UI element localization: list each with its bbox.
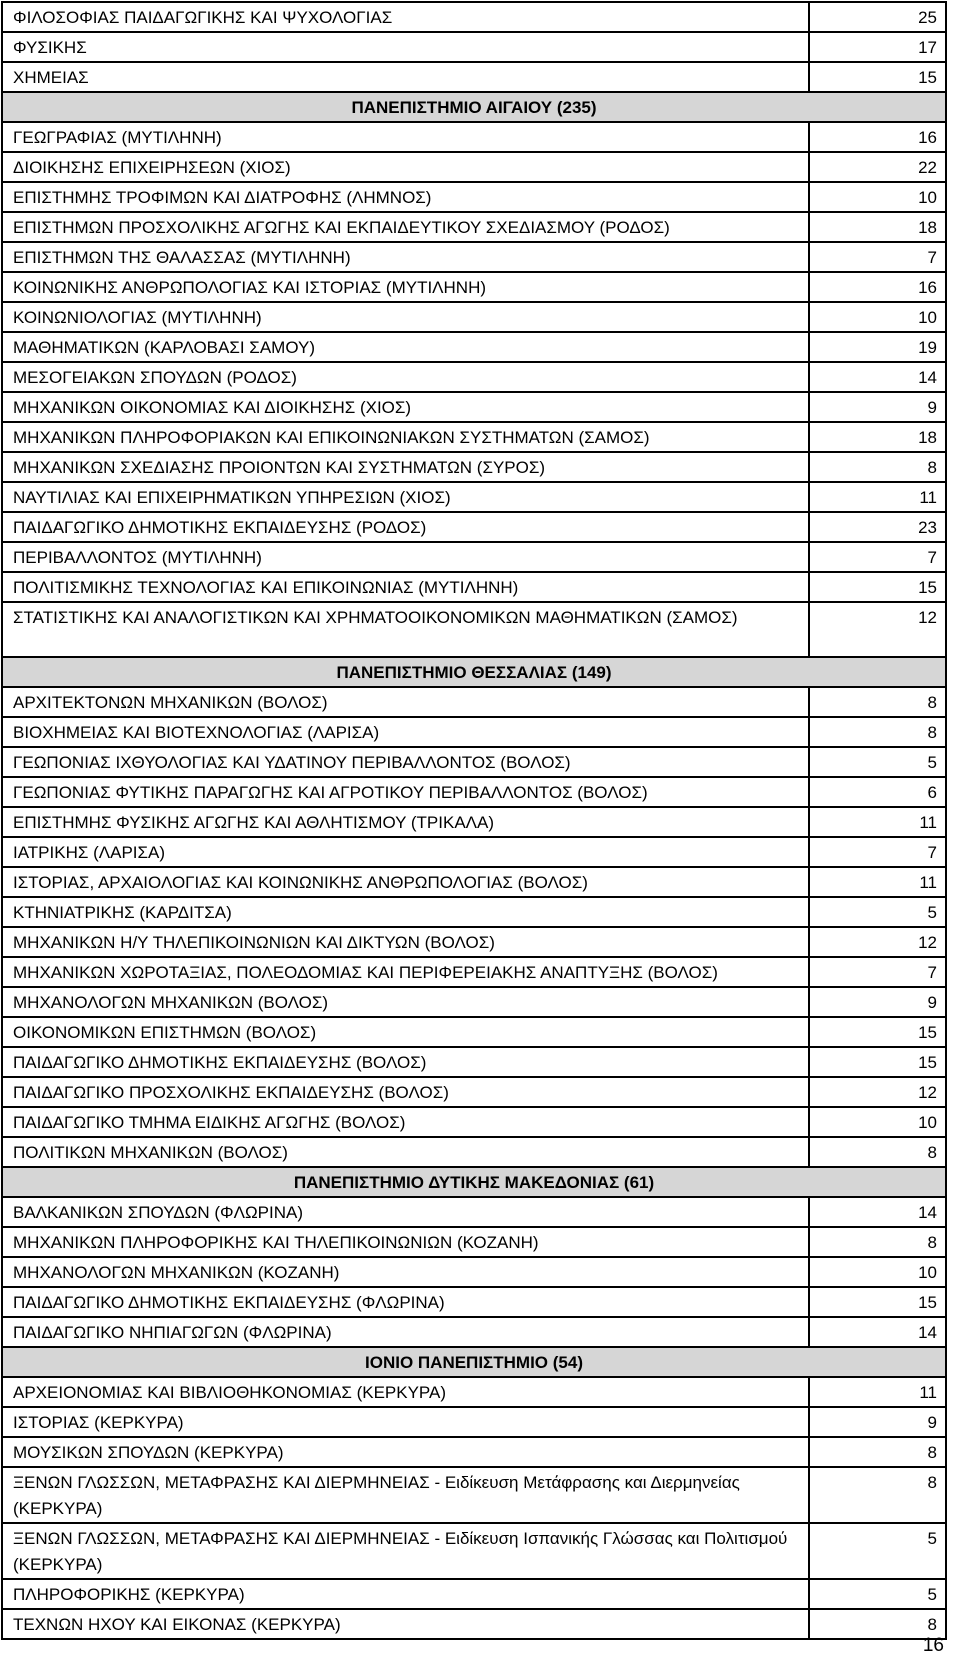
department-count: 16 xyxy=(809,122,946,152)
department-row xyxy=(2,1107,946,1137)
department-name: ΑΡΧΙΤΕΚΤΟΝΩΝ ΜΗΧΑΝΙΚΩΝ (ΒΟΛΟΣ) xyxy=(2,687,809,717)
department-count: 17 xyxy=(809,32,946,62)
department-name: ΚΟΙΝΩΝΙΚΗΣ ΑΝΘΡΩΠΟΛΟΓΙΑΣ ΚΑΙ ΙΣΤΟΡΙΑΣ (ΜΥΤΙΛΗΝΗ) xyxy=(2,272,809,302)
department-name: ΓΕΩΓΡΑΦΙΑΣ (ΜΥΤΙΛΗΝΗ) xyxy=(2,122,809,152)
university-name: ΠΑΝΕΠΙΣΤΗΜΙΟ ΔΥΤΙΚΗΣ ΜΑΚΕΔΟΝΙΑΣ (61) xyxy=(2,1167,946,1197)
department-row xyxy=(2,1017,946,1047)
department-row xyxy=(2,867,946,897)
department-count: 14 xyxy=(809,362,946,392)
department-count: 7 xyxy=(809,542,946,572)
department-name: ΜΗΧΑΝΙΚΩΝ ΧΩΡΟΤΑΞΙΑΣ, ΠΟΛΕΟΔΟΜΙΑΣ ΚΑΙ ΠΕΡΙΦΕΡΕΙΑΚΗΣ ΑΝΑΠΤΥΞΗΣ (ΒΟΛΟΣ) xyxy=(2,957,809,987)
department-name: ΜΗΧΑΝΙΚΩΝ ΟΙΚΟΝΟΜΙΑΣ ΚΑΙ ΔΙΟΙΚΗΣΗΣ (ΧΙΟΣ) xyxy=(2,392,809,422)
department-name: ΓΕΩΠΟΝΙΑΣ ΦΥΤΙΚΗΣ ΠΑΡΑΓΩΓΗΣ ΚΑΙ ΑΓΡΟΤΙΚΟΥ ΠΕΡΙΒΑΛΛΟΝΤΟΣ (ΒΟΛΟΣ) xyxy=(2,777,809,807)
department-row xyxy=(2,987,946,1017)
department-name: ΒΙΟΧΗΜΕΙΑΣ ΚΑΙ ΒΙΟΤΕΧΝΟΛΟΓΙΑΣ (ΛΑΡΙΣΑ) xyxy=(2,717,809,747)
department-row xyxy=(2,212,946,242)
university-name: ΙΟΝΙΟ ΠΑΝΕΠΙΣΤΗΜΙΟ (54) xyxy=(2,1347,946,1377)
department-row xyxy=(2,1523,946,1579)
department-count: 14 xyxy=(809,1317,946,1347)
department-name: ΜΑΘΗΜΑΤΙΚΩΝ (ΚΑΡΛΟΒΑΣΙ ΣΑΜΟΥ) xyxy=(2,332,809,362)
department-name: ΜΗΧΑΝΟΛΟΓΩΝ ΜΗΧΑΝΙΚΩΝ (ΚΟΖΑΝΗ) xyxy=(2,1257,809,1287)
department-count: 8 xyxy=(809,687,946,717)
department-count: 15 xyxy=(809,62,946,92)
department-count: 15 xyxy=(809,1287,946,1317)
department-count: 6 xyxy=(809,777,946,807)
department-count: 7 xyxy=(809,242,946,272)
department-count: 8 xyxy=(809,1609,946,1639)
department-name: ΓΕΩΠΟΝΙΑΣ ΙΧΘΥΟΛΟΓΙΑΣ ΚΑΙ ΥΔΑΤΙΝΟΥ ΠΕΡΙΒΑΛΛΟΝΤΟΣ (ΒΟΛΟΣ) xyxy=(2,747,809,777)
department-count: 9 xyxy=(809,392,946,422)
university-header-row xyxy=(2,1167,946,1197)
department-count: 22 xyxy=(809,152,946,182)
department-row xyxy=(2,2,946,32)
department-name: ΕΠΙΣΤΗΜΩΝ ΠΡΟΣΧΟΛΙΚΗΣ ΑΓΩΓΗΣ ΚΑΙ ΕΚΠΑΙΔΕΥΤΙΚΟΥ ΣΧΕΔΙΑΣΜΟΥ (ΡΟΔΟΣ) xyxy=(2,212,809,242)
department-row xyxy=(2,1137,946,1167)
department-count: 8 xyxy=(809,1137,946,1167)
department-count: 11 xyxy=(809,867,946,897)
department-count: 15 xyxy=(809,1047,946,1077)
department-count: 18 xyxy=(809,212,946,242)
department-name: ΞΕΝΩΝ ΓΛΩΣΣΩΝ, ΜΕΤΑΦΡΑΣΗΣ ΚΑΙ ΔΙΕΡΜΗΝΕΙΑΣ - Ειδίκευση Μετάφρασης και Διερμηνείας (ΚΕΡΚΥΡΑ) xyxy=(2,1467,809,1523)
department-count: 5 xyxy=(809,747,946,777)
department-row xyxy=(2,927,946,957)
department-count: 8 xyxy=(809,1227,946,1257)
department-row xyxy=(2,1227,946,1257)
department-row xyxy=(2,897,946,927)
department-row xyxy=(2,1579,946,1609)
department-name: ΜΟΥΣΙΚΩΝ ΣΠΟΥΔΩΝ (ΚΕΡΚΥΡΑ) xyxy=(2,1437,809,1467)
department-name: ΠΟΛΙΤΙΚΩΝ ΜΗΧΑΝΙΚΩΝ (ΒΟΛΟΣ) xyxy=(2,1137,809,1167)
department-count: 15 xyxy=(809,572,946,602)
department-count: 12 xyxy=(809,927,946,957)
page-number: 16 xyxy=(922,1635,944,1656)
department-row xyxy=(2,572,946,602)
department-row xyxy=(2,122,946,152)
department-count: 7 xyxy=(809,957,946,987)
department-count: 16 xyxy=(809,272,946,302)
department-row xyxy=(2,332,946,362)
department-name: ΠΟΛΙΤΙΣΜΙΚΗΣ ΤΕΧΝΟΛΟΓΙΑΣ ΚΑΙ ΕΠΙΚΟΙΝΩΝΙΑΣ (ΜΥΤΙΛΗΝΗ) xyxy=(2,572,809,602)
university-header-row xyxy=(2,657,946,687)
department-count: 5 xyxy=(809,1523,946,1579)
department-row xyxy=(2,1257,946,1287)
department-name: ΠΛΗΡΟΦΟΡΙΚΗΣ (ΚΕΡΚΥΡΑ) xyxy=(2,1579,809,1609)
departments-table xyxy=(1,1,947,1640)
department-row xyxy=(2,1047,946,1077)
department-name: ΞΕΝΩΝ ΓΛΩΣΣΩΝ, ΜΕΤΑΦΡΑΣΗΣ ΚΑΙ ΔΙΕΡΜΗΝΕΙΑΣ - Ειδίκευση Ισπανικής Γλώσσας και Πολιτισμού (ΚΕΡΚΥΡΑ) xyxy=(2,1523,809,1579)
department-row xyxy=(2,362,946,392)
department-count: 10 xyxy=(809,182,946,212)
department-name: ΤΕΧΝΩΝ ΗΧΟΥ ΚΑΙ ΕΙΚΟΝΑΣ (ΚΕΡΚΥΡΑ) xyxy=(2,1609,809,1639)
department-name: ΜΕΣΟΓΕΙΑΚΩΝ ΣΠΟΥΔΩΝ (ΡΟΔΟΣ) xyxy=(2,362,809,392)
department-row xyxy=(2,1437,946,1467)
department-row xyxy=(2,1467,946,1523)
department-name: ΕΠΙΣΤΗΜΩΝ ΤΗΣ ΘΑΛΑΣΣΑΣ (ΜΥΤΙΛΗΝΗ) xyxy=(2,242,809,272)
department-name: ΙΑΤΡΙΚΗΣ (ΛΑΡΙΣΑ) xyxy=(2,837,809,867)
department-name: ΠΑΙΔΑΓΩΓΙΚΟ ΤΜΗΜΑ ΕΙΔΙΚΗΣ ΑΓΩΓΗΣ (ΒΟΛΟΣ) xyxy=(2,1107,809,1137)
department-row xyxy=(2,512,946,542)
department-row xyxy=(2,452,946,482)
department-name: ΕΠΙΣΤΗΜΗΣ ΤΡΟΦΙΜΩΝ ΚΑΙ ΔΙΑΤΡΟΦΗΣ (ΛΗΜΝΟΣ) xyxy=(2,182,809,212)
department-count: 11 xyxy=(809,807,946,837)
university-name: ΠΑΝΕΠΙΣΤΗΜΙΟ ΘΕΣΣΑΛΙΑΣ (149) xyxy=(2,657,946,687)
department-row xyxy=(2,302,946,332)
department-row xyxy=(2,602,946,657)
department-row xyxy=(2,1609,946,1639)
department-name: ΜΗΧΑΝΙΚΩΝ ΣΧΕΔΙΑΣΗΣ ΠΡΟΙΟΝΤΩΝ ΚΑΙ ΣΥΣΤΗΜΑΤΩΝ (ΣΥΡΟΣ) xyxy=(2,452,809,482)
department-count: 18 xyxy=(809,422,946,452)
university-name: ΠΑΝΕΠΙΣΤΗΜΙΟ ΑΙΓΑΙΟΥ (235) xyxy=(2,92,946,122)
department-row xyxy=(2,1197,946,1227)
department-row xyxy=(2,747,946,777)
university-header-row xyxy=(2,92,946,122)
department-row xyxy=(2,1407,946,1437)
department-count: 11 xyxy=(809,482,946,512)
department-count: 7 xyxy=(809,837,946,867)
department-count: 10 xyxy=(809,1107,946,1137)
department-row xyxy=(2,272,946,302)
department-name: ΠΑΙΔΑΓΩΓΙΚΟ ΠΡΟΣΧΟΛΙΚΗΣ ΕΚΠΑΙΔΕΥΣΗΣ (ΒΟΛΟΣ) xyxy=(2,1077,809,1107)
department-count: 5 xyxy=(809,1579,946,1609)
department-name: ΒΑΛΚΑΝΙΚΩΝ ΣΠΟΥΔΩΝ (ΦΛΩΡΙΝΑ) xyxy=(2,1197,809,1227)
department-name: ΝΑΥΤΙΛΙΑΣ ΚΑΙ ΕΠΙΧΕΙΡΗΜΑΤΙΚΩΝ ΥΠΗΡΕΣΙΩΝ (ΧΙΟΣ) xyxy=(2,482,809,512)
department-count: 8 xyxy=(809,717,946,747)
department-name: ΚΟΙΝΩΝΙΟΛΟΓΙΑΣ (ΜΥΤΙΛΗΝΗ) xyxy=(2,302,809,332)
department-name: ΜΗΧΑΝΙΚΩΝ Η/Υ ΤΗΛΕΠΙΚΟΙΝΩΝΙΩΝ ΚΑΙ ΔΙΚΤΥΩΝ (ΒΟΛΟΣ) xyxy=(2,927,809,957)
department-count: 8 xyxy=(809,452,946,482)
department-count: 11 xyxy=(809,1377,946,1407)
department-name: ΦΥΣΙΚΗΣ xyxy=(2,32,809,62)
department-count: 23 xyxy=(809,512,946,542)
department-row xyxy=(2,687,946,717)
department-count: 10 xyxy=(809,302,946,332)
department-row xyxy=(2,1287,946,1317)
department-name: ΠΑΙΔΑΓΩΓΙΚΟ ΔΗΜΟΤΙΚΗΣ ΕΚΠΑΙΔΕΥΣΗΣ (ΡΟΔΟΣ) xyxy=(2,512,809,542)
department-name: ΙΣΤΟΡΙΑΣ (ΚΕΡΚΥΡΑ) xyxy=(2,1407,809,1437)
department-name: ΙΣΤΟΡΙΑΣ, ΑΡΧΑΙΟΛΟΓΙΑΣ ΚΑΙ ΚΟΙΝΩΝΙΚΗΣ ΑΝΘΡΩΠΟΛΟΓΙΑΣ (ΒΟΛΟΣ) xyxy=(2,867,809,897)
department-count: 10 xyxy=(809,1257,946,1287)
department-count: 9 xyxy=(809,987,946,1017)
department-name: ΜΗΧΑΝΟΛΟΓΩΝ ΜΗΧΑΝΙΚΩΝ (ΒΟΛΟΣ) xyxy=(2,987,809,1017)
department-name: ΠΕΡΙΒΑΛΛΟΝΤΟΣ (ΜΥΤΙΛΗΝΗ) xyxy=(2,542,809,572)
department-name: ΕΠΙΣΤΗΜΗΣ ΦΥΣΙΚΗΣ ΑΓΩΓΗΣ ΚΑΙ ΑΘΛΗΤΙΣΜΟΥ (ΤΡΙΚΑΛΑ) xyxy=(2,807,809,837)
department-row xyxy=(2,62,946,92)
department-row xyxy=(2,957,946,987)
department-row xyxy=(2,32,946,62)
department-count: 9 xyxy=(809,1407,946,1437)
department-count: 25 xyxy=(809,2,946,32)
department-name: ΑΡΧΕΙΟΝΟΜΙΑΣ ΚΑΙ ΒΙΒΛΙΟΘΗΚΟΝΟΜΙΑΣ (ΚΕΡΚΥΡΑ) xyxy=(2,1377,809,1407)
department-count: 19 xyxy=(809,332,946,362)
department-row xyxy=(2,242,946,272)
department-row xyxy=(2,807,946,837)
department-count: 15 xyxy=(809,1017,946,1047)
department-row xyxy=(2,392,946,422)
department-count: 12 xyxy=(809,1077,946,1107)
department-name: ΠΑΙΔΑΓΩΓΙΚΟ ΝΗΠΙΑΓΩΓΩΝ (ΦΛΩΡΙΝΑ) xyxy=(2,1317,809,1347)
department-name: ΜΗΧΑΝΙΚΩΝ ΠΛΗΡΟΦΟΡΙΚΗΣ ΚΑΙ ΤΗΛΕΠΙΚΟΙΝΩΝΙΩΝ (ΚΟΖΑΝΗ) xyxy=(2,1227,809,1257)
department-name: ΔΙΟΙΚΗΣΗΣ ΕΠΙΧΕΙΡΗΣΕΩΝ (ΧΙΟΣ) xyxy=(2,152,809,182)
department-name: ΚΤΗΝΙΑΤΡΙΚΗΣ (ΚΑΡΔΙΤΣΑ) xyxy=(2,897,809,927)
department-row xyxy=(2,1377,946,1407)
department-name: ΠΑΙΔΑΓΩΓΙΚΟ ΔΗΜΟΤΙΚΗΣ ΕΚΠΑΙΔΕΥΣΗΣ (ΒΟΛΟΣ) xyxy=(2,1047,809,1077)
department-name: ΣΤΑΤΙΣΤΙΚΗΣ ΚΑΙ ΑΝΑΛΟΓΙΣΤΙΚΩΝ ΚΑΙ ΧΡΗΜΑΤΟΟΙΚΟΝΟΜΙΚΩΝ ΜΑΘΗΜΑΤΙΚΩΝ (ΣΑΜΟΣ) xyxy=(2,602,809,657)
table-body xyxy=(2,2,946,1639)
department-name: ΦΙΛΟΣΟΦΙΑΣ ΠΑΙΔΑΓΩΓΙΚΗΣ ΚΑΙ ΨΥΧΟΛΟΓΙΑΣ xyxy=(2,2,809,32)
department-row xyxy=(2,1077,946,1107)
department-row xyxy=(2,717,946,747)
department-row xyxy=(2,837,946,867)
department-row xyxy=(2,777,946,807)
department-count: 8 xyxy=(809,1467,946,1523)
department-count: 5 xyxy=(809,897,946,927)
department-row xyxy=(2,422,946,452)
department-name: ΜΗΧΑΝΙΚΩΝ ΠΛΗΡΟΦΟΡΙΑΚΩΝ ΚΑΙ ΕΠΙΚΟΙΝΩΝΙΑΚΩΝ ΣΥΣΤΗΜΑΤΩΝ (ΣΑΜΟΣ) xyxy=(2,422,809,452)
department-count: 14 xyxy=(809,1197,946,1227)
department-name: ΟΙΚΟΝΟΜΙΚΩΝ ΕΠΙΣΤΗΜΩΝ (ΒΟΛΟΣ) xyxy=(2,1017,809,1047)
department-count: 12 xyxy=(809,602,946,657)
department-row xyxy=(2,542,946,572)
department-count: 8 xyxy=(809,1437,946,1467)
university-header-row xyxy=(2,1347,946,1377)
department-row xyxy=(2,152,946,182)
department-row xyxy=(2,1317,946,1347)
department-name: ΠΑΙΔΑΓΩΓΙΚΟ ΔΗΜΟΤΙΚΗΣ ΕΚΠΑΙΔΕΥΣΗΣ (ΦΛΩΡΙΝΑ) xyxy=(2,1287,809,1317)
department-row xyxy=(2,182,946,212)
department-row xyxy=(2,482,946,512)
department-name: ΧΗΜΕΙΑΣ xyxy=(2,62,809,92)
